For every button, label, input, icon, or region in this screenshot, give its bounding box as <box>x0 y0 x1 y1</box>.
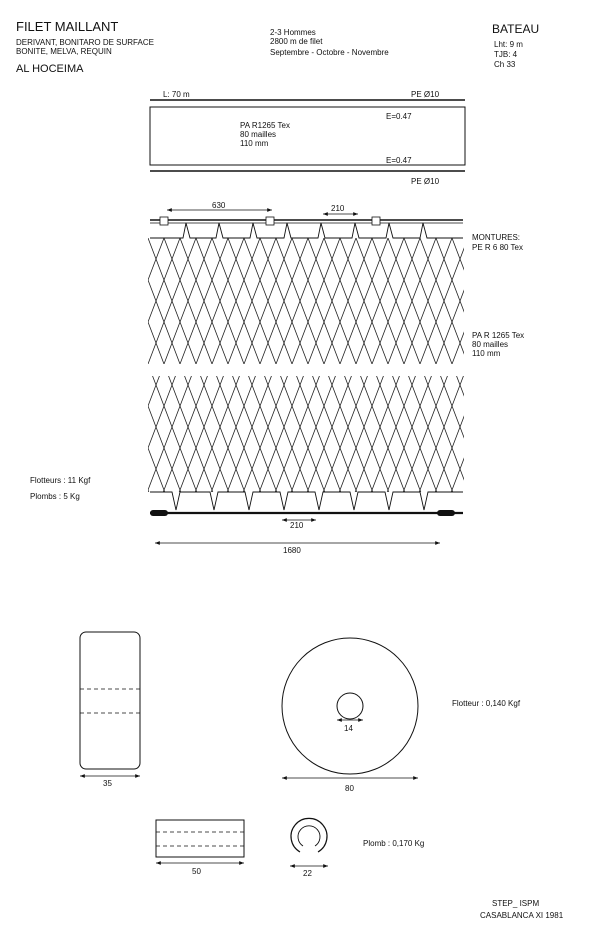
panel-schematic <box>150 90 465 186</box>
float-weight-label: Flotteur : 0,140 Kgf <box>452 699 521 708</box>
panel-spec-3: 110 mm <box>240 139 269 148</box>
boat-tjb: TJB: 4 <box>494 50 518 59</box>
net-detail <box>30 201 524 555</box>
place-date: CASABLANCA XI 1981 <box>480 911 564 920</box>
mesh-lower <box>148 376 464 492</box>
boat-length: Lht: 9 m <box>494 40 523 49</box>
crew: 2-3 Hommes <box>270 28 316 37</box>
sinkers-weight: Plombs : 5 Kg <box>30 492 80 501</box>
headrope-mountings <box>150 223 463 238</box>
montures-label: MONTURES: <box>472 233 520 242</box>
net-length: 2800 m de filet <box>270 37 323 46</box>
sinker-marker <box>437 510 455 516</box>
sinker-ring-outer <box>291 818 327 852</box>
dim-22-label: 22 <box>303 869 312 878</box>
float-details <box>80 632 521 793</box>
float-hole <box>337 693 363 719</box>
bottom-rope-label: PE Ø10 <box>411 177 440 186</box>
dim-210-bottom-label: 210 <box>290 521 304 530</box>
dim-14-label: 14 <box>344 724 353 733</box>
organization: STEP_ ISPM <box>492 899 540 908</box>
subtitle-line-1: DERIVANT, BONITARO DE SURFACE <box>16 38 154 47</box>
hanging-ratio-top: E=0.47 <box>386 112 412 121</box>
dim-80-label: 80 <box>345 784 354 793</box>
boat-title: BATEAU <box>492 22 540 36</box>
montures-spec: PE R 6 80 Tex <box>472 243 523 252</box>
boat-power: Ch 33 <box>494 60 516 69</box>
location: AL HOCEIMA <box>16 63 84 75</box>
float-side-view <box>80 632 140 769</box>
dim-50-label: 50 <box>192 867 201 876</box>
sinker-side-view <box>156 820 244 857</box>
footer <box>480 899 564 920</box>
sinker-details <box>156 818 424 878</box>
panel-spec-2: 80 mailles <box>240 130 277 139</box>
header <box>16 19 539 75</box>
dim-1680-label: 1680 <box>283 546 301 555</box>
dim-210-top-label: 210 <box>331 204 345 213</box>
subtitle-line-2: BONITE, MELVA, REQUIN <box>16 47 112 56</box>
title: FILET MAILLANT <box>16 19 119 34</box>
net-spec-1: PA R 1265 Tex <box>472 331 525 340</box>
mesh-upper <box>148 238 464 364</box>
net-spec-3: 110 mm <box>472 349 501 358</box>
sinker-weight-label: Plomb : 0,170 Kg <box>363 839 425 848</box>
net-panel-rect <box>150 107 465 165</box>
sinker-marker <box>150 510 168 516</box>
net-spec-2: 80 mailles <box>472 340 509 349</box>
float-marker <box>372 217 380 225</box>
float-marker <box>266 217 274 225</box>
hanging-ratio-bottom: E=0.47 <box>386 156 412 165</box>
top-rope-label: PE Ø10 <box>411 90 440 99</box>
footrope-mountings <box>150 492 463 510</box>
panel-length: L: 70 m <box>163 90 190 99</box>
floats-weight: Flotteurs : 11 Kgf <box>30 476 91 485</box>
season: Septembre - Octobre - Novembre <box>270 48 389 57</box>
panel-spec-1: PA R1265 Tex <box>240 121 290 130</box>
float-marker <box>160 217 168 225</box>
sinker-ring-inner <box>298 826 320 846</box>
dim-630-label: 630 <box>212 201 226 210</box>
dim-35-label: 35 <box>103 779 112 788</box>
